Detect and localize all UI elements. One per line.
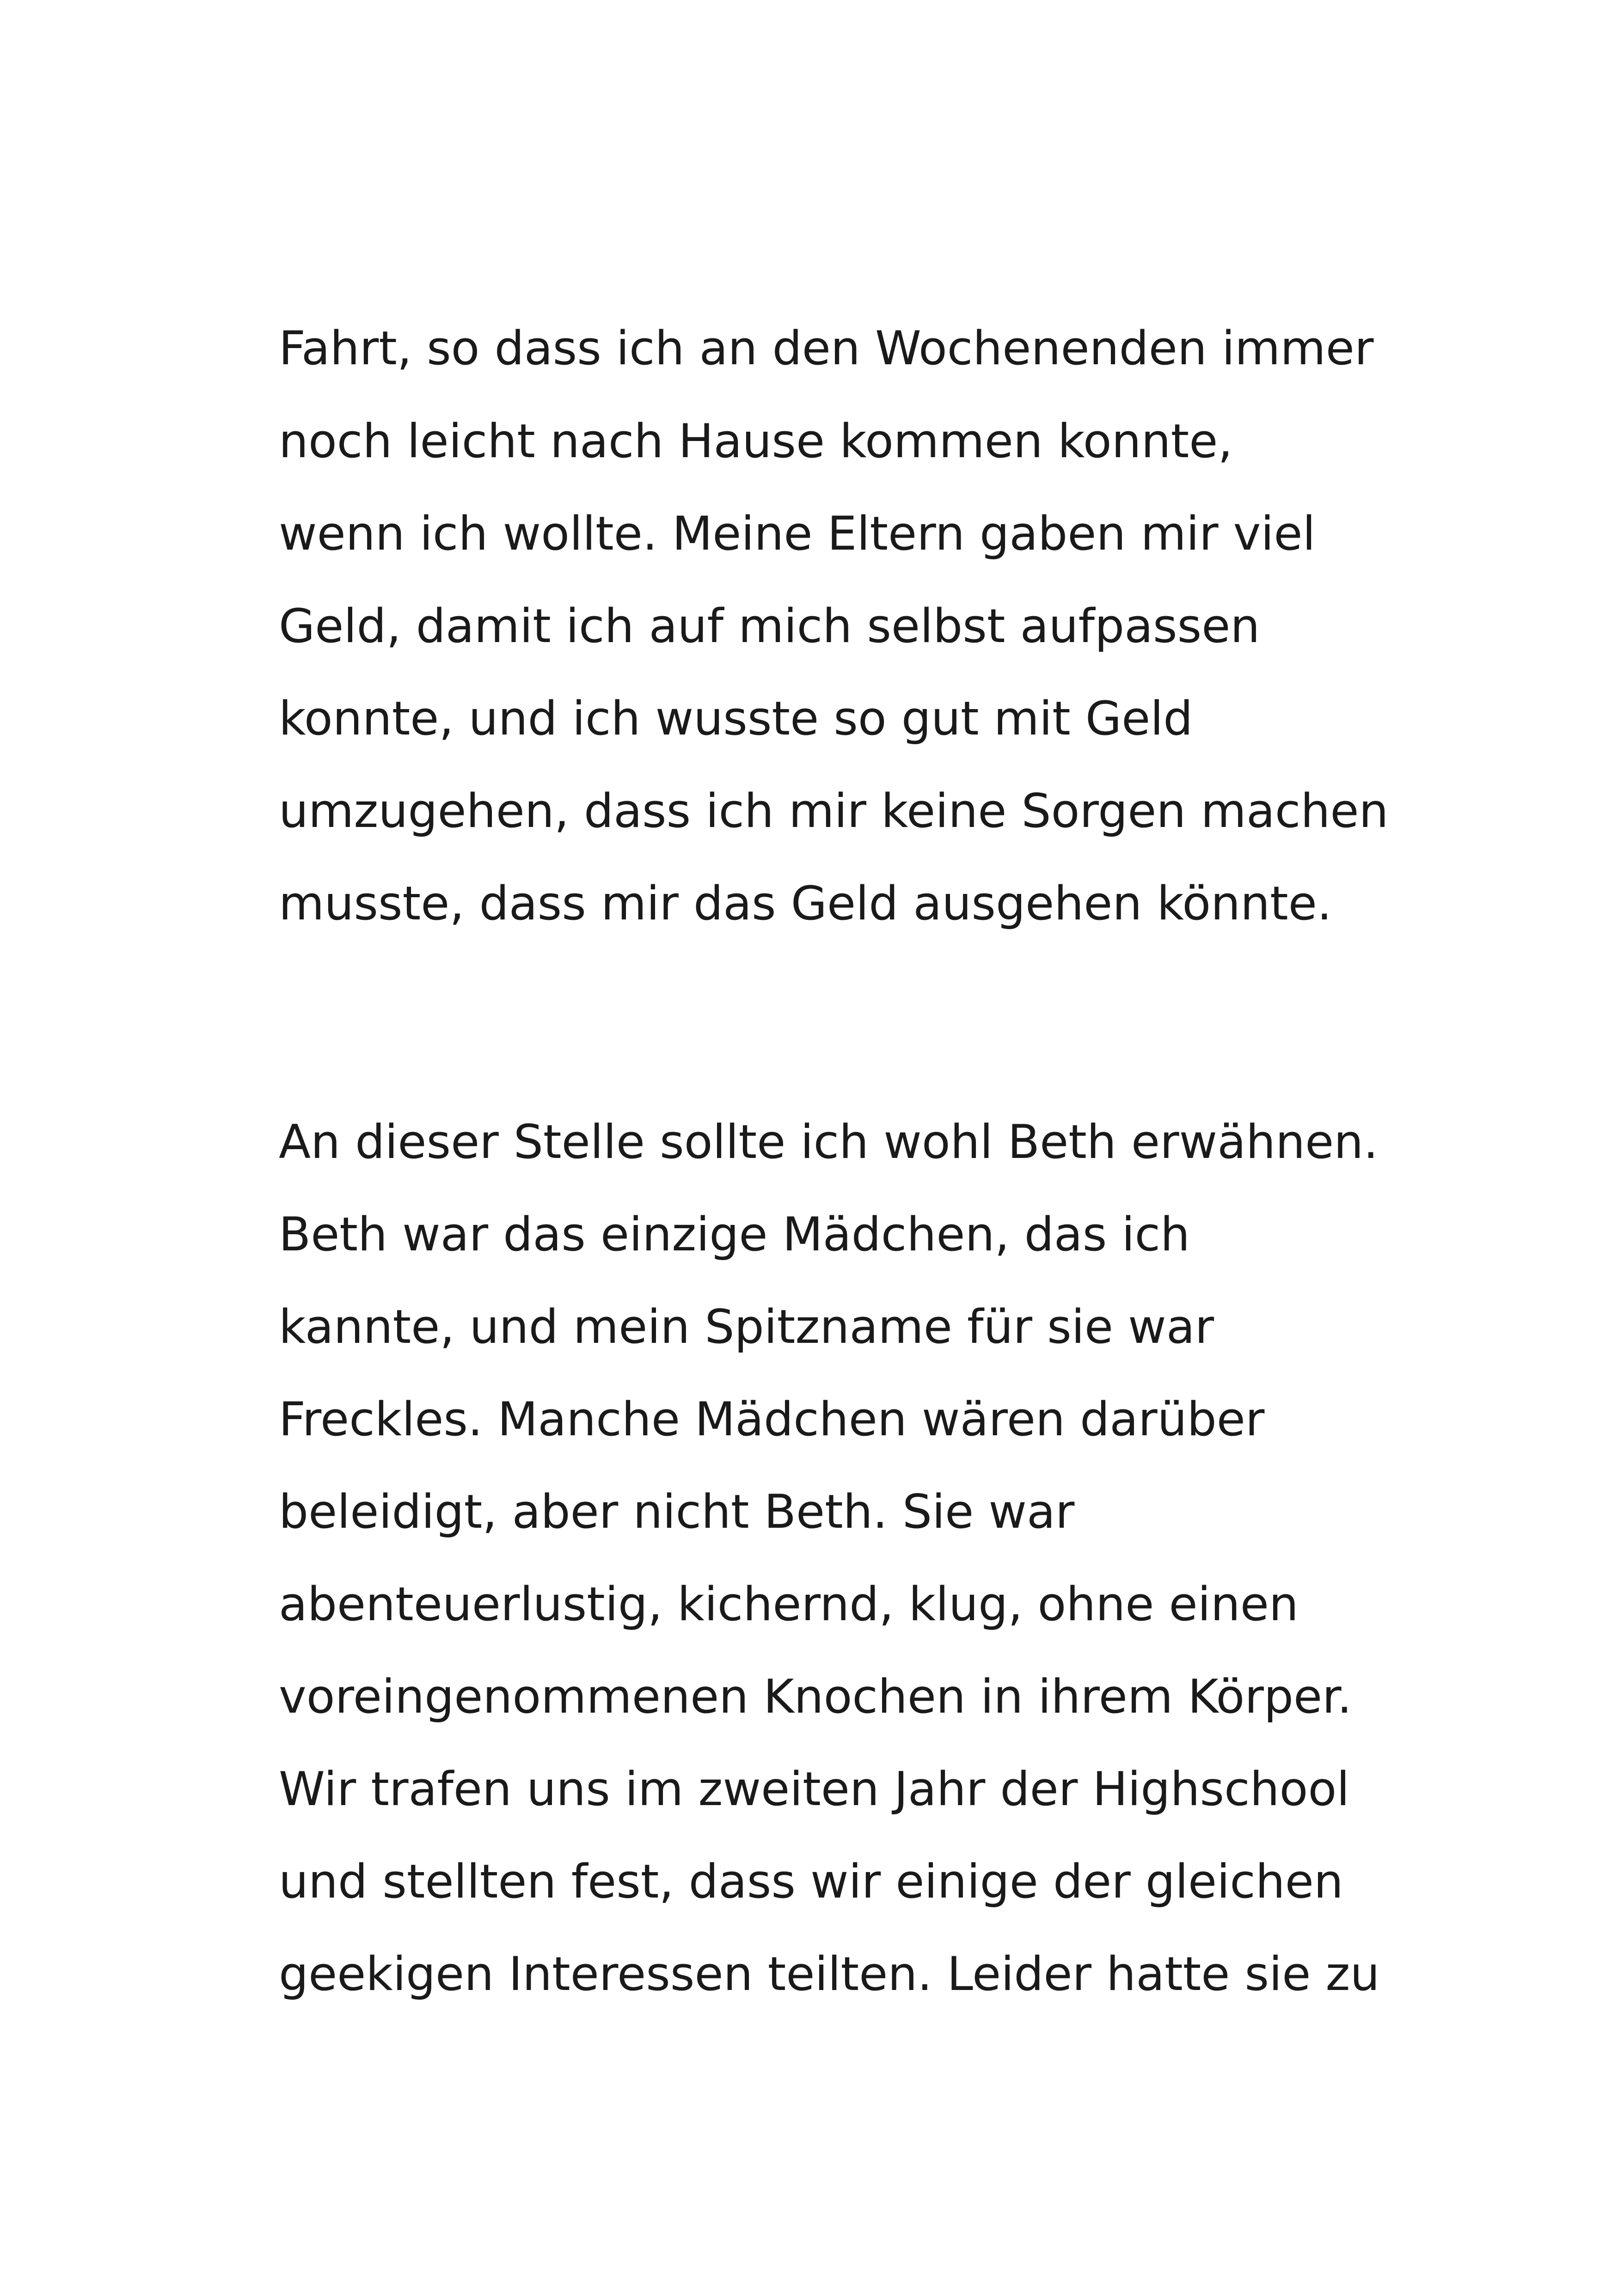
text-line: Wir trafen uns im zweiten Jahr der Highschool — [279, 1762, 1350, 1816]
text-line: Freckles. Manche Mädchen wären darüber — [279, 1392, 1265, 1446]
text-line: abenteuerlustig, kichernd, klug, ohne einen — [279, 1577, 1299, 1631]
text-line: konnte, und ich wusste so gut mit Geld — [279, 691, 1193, 746]
text-line: geekigen Interessen teilten. Leider hatte sie zu — [279, 1947, 1380, 2001]
text-line: kannte, und mein Spitzname für sie war — [279, 1299, 1214, 1354]
text-line: Geld, damit ich auf mich selbst aufpassen — [279, 599, 1260, 653]
text-line: umzugehen, dass ich mir keine Sorgen machen — [279, 784, 1389, 838]
text-line: An dieser Stelle sollte ich wohl Beth erwähnen. — [279, 1114, 1379, 1169]
text-line: wenn ich wollte. Meine Eltern gaben mir viel — [279, 506, 1316, 561]
text-line: und stellten fest, dass wir einige der gleichen — [279, 1854, 1343, 1909]
text-line: beleidigt, aber nicht Beth. Sie war — [279, 1484, 1075, 1539]
text-line: Beth war das einzige Mädchen, das ich — [279, 1207, 1190, 1261]
text-line: voreingenommenen Knochen in ihrem Körper. — [279, 1669, 1352, 1724]
text-line: noch leicht nach Hause kommen konnte, — [279, 414, 1233, 468]
text-line: Fahrt, so dass ich an den Wochenenden immer — [279, 321, 1374, 375]
text-line: musste, dass mir das Geld ausgehen könnte. — [279, 876, 1332, 931]
